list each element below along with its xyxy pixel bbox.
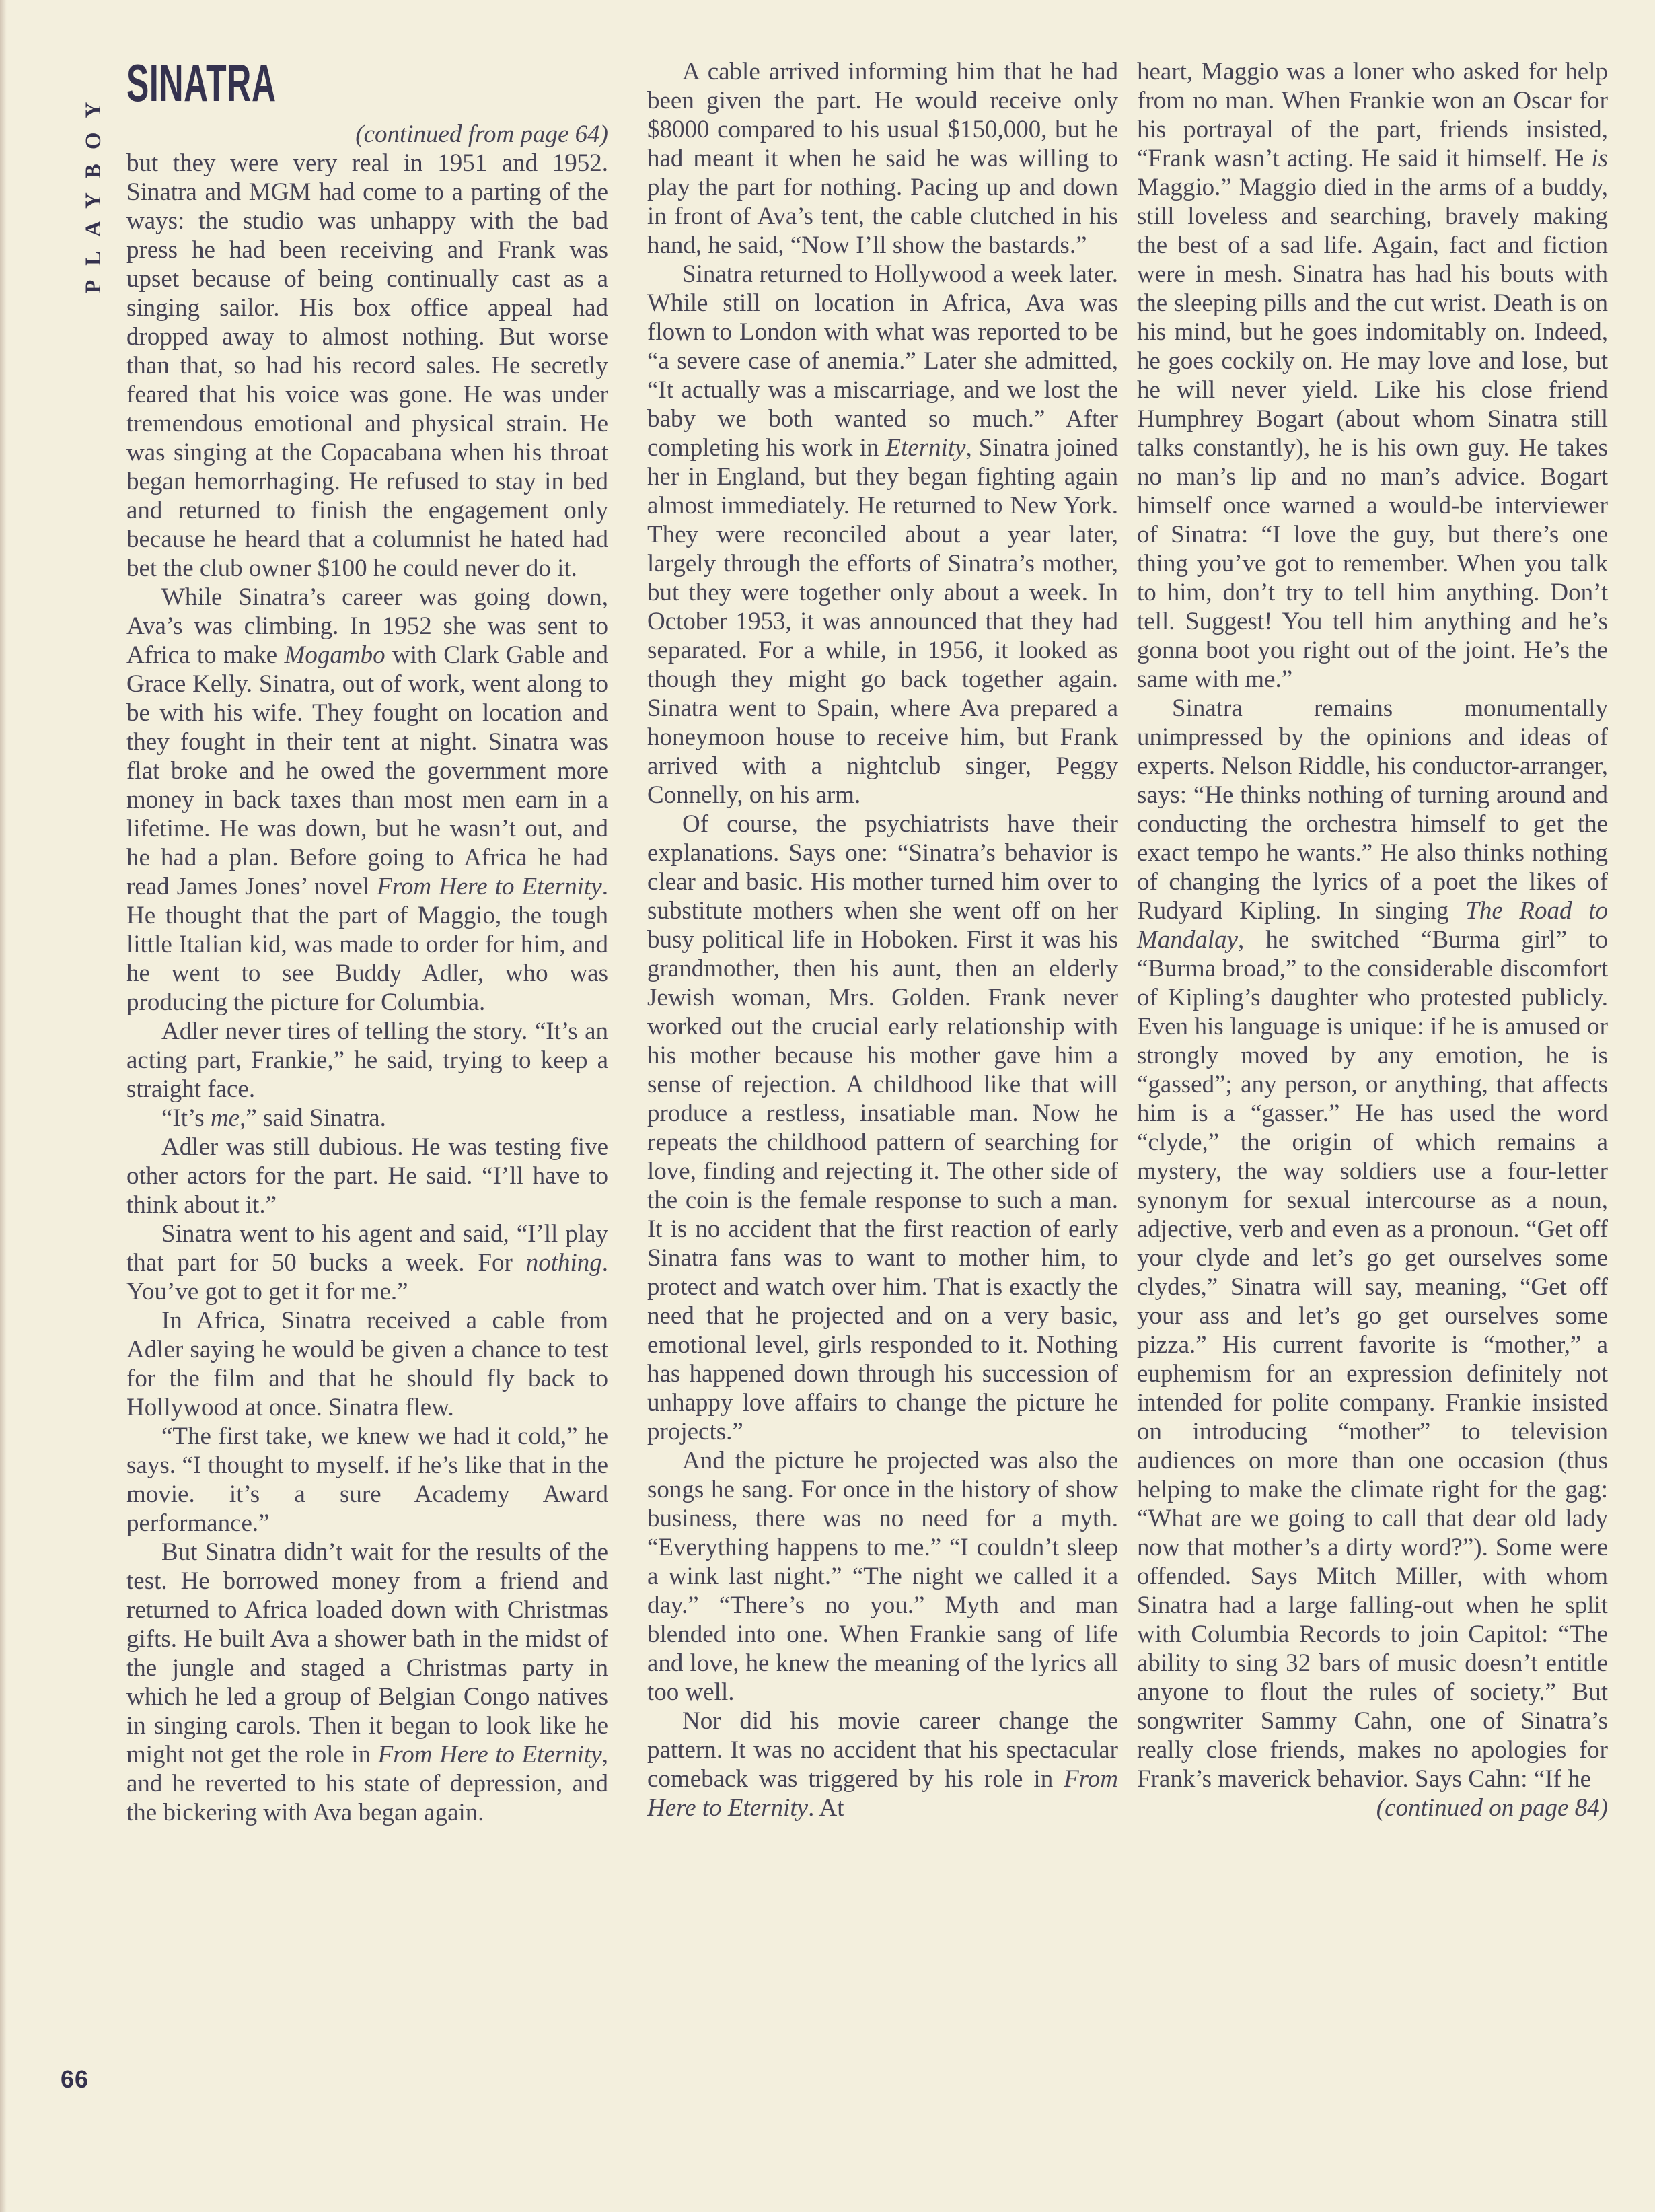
paragraph: And the picture he projected was also the songs he sang. For once in the history of show business, there was no need for a myth. “Everything happens to me.” “I couldn’t sleep a wink last night.” “The night we called it a day.” “There’s no you.” Myth and man blended into one. When Frankie sang of life and love, he knew the meaning of the lyrics all too well. — [647, 1447, 1118, 1706]
continued-on-note: (continued on page 84) — [1376, 1794, 1608, 1822]
paragraph: While Sinatra’s career was going down, Ava’s was climbing. In 1952 she was sent to Africa to make Mogambo with Clark Gable and Grace Kelly. Sinatra, out of work, went along to be with his wife. They fought on location and they fought in their tent at night. Sinatra was flat broke and he owed the government more money in back taxes than most men earn in a lifetime. He was down, but he wasn’t out, and he had a plan. Before going to Africa he had read James Jones’ novel From Here to Eternity. He thought that the part of Maggio, the tough little Italian kid, was made to order for him, and he went to see Buddy Adler, who was producing the picture for Columbia. — [126, 583, 608, 1016]
paragraph: Of course, the psychiatrists have their explanations. Says one: “Sinatra’s behavior is clear and basic. His mother turned him over to substitute mothers when she went off on her busy political life in Hoboken. First it was his grandmother, then his aunt, then an elderly Jewish woman, Mrs. Golden. Frank never worked out the crucial early relationship with his mother because his mother gave him a sense of rejection. A childhood like that will produce a restless, insatiable man. Now he repeats the childhood pattern of searching for love, finding and rejecting it. The other side of the coin is the female response to such a man. It is no accident that the first reaction of early Sinatra fans was to want to mother him, to protect and watch over him. That is exactly the need that he projected and on a very basic, emotional level, girls responded to it. Nothing has happened down through his succession of unhappy love affairs to change the picture he projects.” — [647, 810, 1118, 1446]
article-title: SINATRA — [126, 53, 277, 112]
column-2-text — [647, 57, 1118, 1822]
continued-from-note: (continued from page 64) — [355, 120, 608, 148]
paragraph: Nor did his movie career change the pattern. It was no accident that his spectacular comeback was triggered by his role in From Here to Eternity. At — [647, 1707, 1118, 1822]
page-edge-shadow — [0, 0, 7, 2212]
paragraph: Sinatra went to his agent and said, “I’ll play that part for 50 bucks a week. For nothing. You’ve got to get it for me.” — [126, 1220, 608, 1306]
article-column-1 — [126, 53, 608, 1827]
paragraph: Adler never tires of telling the story. “It’s an acting part, Frankie,” he said, trying to keep a straight face. — [126, 1018, 608, 1103]
column-3-text — [1137, 57, 1608, 1793]
paragraph: “It’s me,” said Sinatra. — [161, 1104, 386, 1132]
article-column-2 — [647, 57, 1118, 1822]
paragraph: “The first take, we knew we had it cold,” he says. “I thought to myself. if he’s like that in the movie. it’s a sure Academy Award performance.” — [126, 1423, 608, 1537]
page-number: 66 — [61, 2065, 89, 2093]
paragraph: but they were very real in 1951 and 1952. Sinatra and MGM had come to a parting of the ways: the studio was unhappy with the bad press he had been receiving and Frank was upset because of being continually cast as a singing sailor. His box office appeal had dropped away to almost nothing. But worse than that, so had his record sales. He secretly feared that his voice was gone. He was under tremendous emotional and physical strain. He was singing at the Copacabana when his throat began hemorrhaging. He refused to stay in bed and returned to finish the engagement only because he heard that a columnist he hated had bet the club owner $100 he could never do it. — [126, 149, 608, 582]
paragraph: In Africa, Sinatra received a cable from Adler saying he would be given a chance to test for the film and that he should fly back to Hollywood at once. Sinatra flew. — [126, 1307, 608, 1421]
paragraph: But Sinatra didn’t wait for the results of the test. He borrowed money from a friend and returned to Africa loaded down with Christmas gifts. He built Ava a shower bath in the midst of the jungle and staged a Christmas party in which he led a group of Belgian Congo natives in singing carols. Then it began to look like he might not get the role in From Here to Eternity, and he reverted to his state of depression, and the bickering with Ava began again. — [126, 1538, 608, 1826]
paragraph: A cable arrived informing him that he had been given the part. He would receive only $8000 compared to his usual $150,000, but he had meant it when he said he was willing to play the part for nothing. Pacing up and down in front of Ava’s tent, the cable clutched in his hand, he said, “Now I’ll show the bastards.” — [647, 58, 1118, 259]
paragraph: Sinatra returned to Hollywood a week later. While still on location in Africa, Ava was flown to London with what was reported to be “a severe case of anemia.” Later she admitted, “It actually was a miscarriage, and we lost the baby we both wanted so much.” After completing his work in Eternity, Sinatra joined her in England, but they began fighting again almost immediately. He returned to New York. They were reconciled about a year later, largely through the efforts of Sinatra’s mother, but they were together only about a week. In October 1953, it was announced that they had separated. For a while, in 1956, it looked as though they might go back together again. Sinatra went to Spain, where Ava prepared a honeymoon house to receive him, but Frank arrived with a nightclub singer, Peggy Connelly, on his arm. — [647, 260, 1118, 809]
column-1-text — [126, 149, 608, 1827]
paragraph: Adler was still dubious. He was testing five other actors for the part. He said. “I’ll have to think about it.” — [126, 1133, 608, 1219]
paragraph: Sinatra remains monumentally unimpressed by the opinions and ideas of experts. Nelson Riddle, his conductor-arranger, says: “He thinks nothing of turning around and conducting the orchestra himself to get the exact tempo he wants.” He also thinks nothing of changing the lyrics of a poet the likes of Rudyard Kipling. In singing The Road to Mandalay, he switched “Burma girl” to “Burma broad,” to the considerable discomfort of Kipling’s daughter who protested publicly. Even his language is unique: if he is amused or strongly moved by any emotion, he is “gassed”; any person, or anything, that affects him is a “gasser.” He has used the word “clyde,” the origin of which remains a mystery, the way soldiers use a four-letter synonym for sexual intercourse as a noun, adjective, verb and even as a pronoun. “Get off your clyde and let’s go get ourselves some clydes,” Sinatra will say, meaning, “Get off your ass and let’s go get ourselves some pizza.” His current favorite is “mother,” a euphemism for an expression definitely not intended for polite company. Frankie insisted on introducing “mother” to television audiences on more than one occasion (thus helping to make the climate right for the gag: “What are we going to call that dear old lady now that mother’s a dirty word?”). Some were offended. Says Mitch Miller, with whom Sinatra had a large falling-out when he split with Columbia Records to join Capitol: “The ability to sing 32 bars of music doesn’t entitle anyone to flout the rules of society.” But songwriter Sammy Cahn, one of Sinatra’s really close friends, makes no apologies for Frank’s maverick behavior. Says Cahn: “If he — [1137, 694, 1608, 1793]
article-column-3 — [1137, 57, 1608, 1822]
paragraph: heart, Maggio was a loner who asked for help from no man. When Frankie won an Oscar for his portrayal of the part, friends insisted, “Frank wasn’t acting. He said it himself. He is Maggio.” Maggio died in the arms of a buddy, still loveless and searching, bravely making the best of a sad life. Again, fact and fiction were in mesh. Sinatra has had his bouts with the sleeping pills and the cut wrist. Death is on his mind, but he goes indomitably on. Indeed, he goes cockily on. He may love and lose, but he will never yield. Like his close friend Humphrey Bogart (about whom Sinatra still talks constantly), he is his own guy. He takes no man’s lip and no man’s advice. Bogart himself once warned a would-be interviewer of Sinatra: “I love the guy, but there’s one thing you’ve got to remember. When you talk to him, don’t try to tell him anything. Don’t tell. Suggest! You tell him anything and he’s gonna boot you right out of the joint. He’s the same with me.” — [1137, 58, 1608, 693]
magazine-spine-text: PLAYBOY — [81, 87, 106, 293]
